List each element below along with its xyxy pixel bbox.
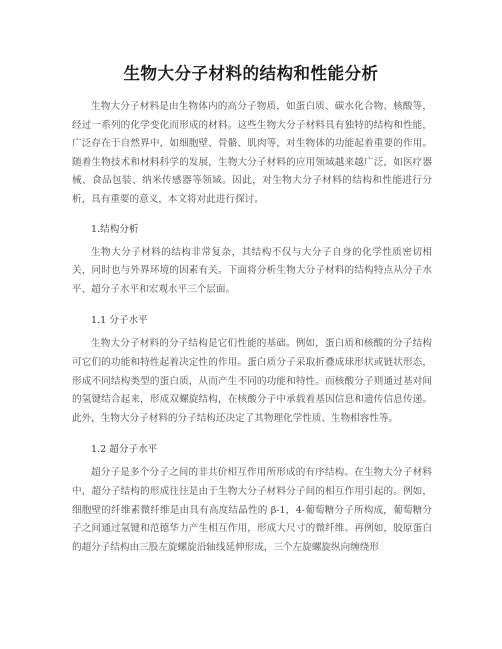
section-1-2-paragraph: 超分子是多个分子之间的非共价相互作用所形成的有序结构。在生物大分子材料中，超分子结构的形成往往是由于生物大分子材料分子间的相互作用引起的。例如，细胞壁的纤维素微纤维是由具有高度结晶性的 β-1，4-葡萄糖分子所构成，葡萄糖分子之间通过氢键和范德华力产生相互作用，形成大尺寸的微纤维。再例如，胶原蛋白的超分子结构由三股左旋螺旋沿轴线延伸形成，三个左旋螺旋纵向缠绕形 [72,467,432,553]
section-1-heading: 1.结构分析 [91,223,139,235]
section-1-2-heading: 1.2 超分子水平 [91,444,158,456]
document-body [72,98,432,557]
intro-paragraph: 生物大分子材料是由生物体内的高分子物质，如蛋白质、碳水化合物、核酸等，经过一系列的化学变化而形成的材料。这些生物大分子材料具有独特的结构和性能，广泛存在于自然界中，如细胞壁、骨骼、肌肉等，对生物体的功能起着重要的作用。随着生物技术和材料科学的发展，生物大分子材料的应用领域越来越广泛，如医疗器械、食品包装、纳米传感器等领域。因此，对生物大分子材料的结构和性能进行分析，具有重要的意义，本文将对此进行探讨。 [72,101,432,205]
section-1-1-heading: 1.1 分子水平 [91,315,148,327]
section-1-1-paragraph: 生物大分子材料的分子结构是它们性能的基础。例如，蛋白质和核酸的分子结构可它们的功能和特性起着决定性的作用。蛋白质分子采取折叠成球形状或链状形态，形成不同结构类型的蛋白质，从而产生不同的功能和特性。而核酸分子则通过基对间的氢键结合起来，形成双螺旋结构，在核酸分子中承载着基因信息和遗传信息传递。此外，生物大分子材料的分子结构还决定了其物理化学性质、生物相容性等。 [72,338,432,424]
document-title: 生物大分子材料的结构和性能分析 [123,64,379,83]
section-1-paragraph: 生物大分子材料的结构非常复杂，其结构不仅与大分子自身的化学性质密切相关，同时也与外界环境的因素有关。下面将分析生物大分子材料的结构特点从分子水平、超分子水平和宏观水平三个层面。 [72,246,432,295]
